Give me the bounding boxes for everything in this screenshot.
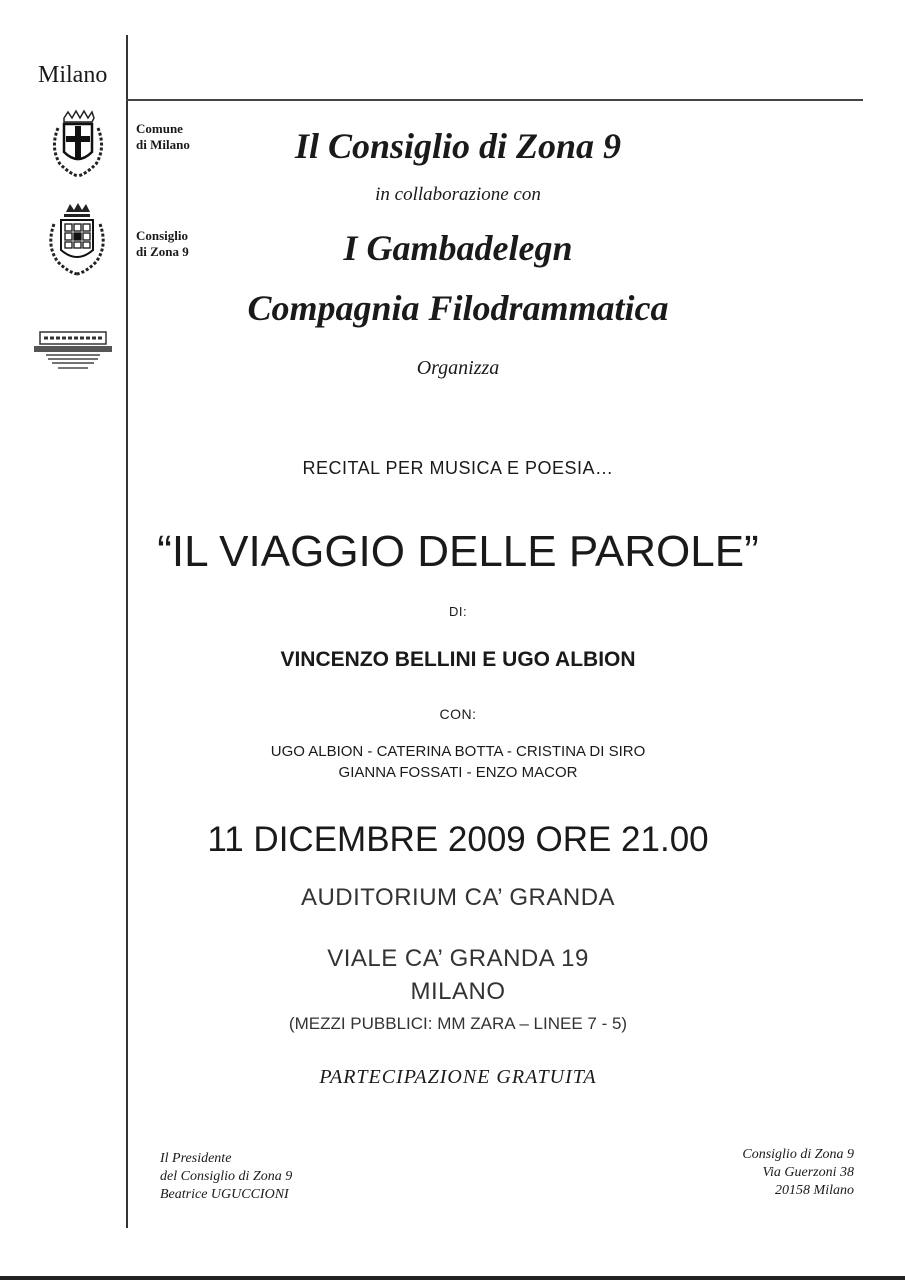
event-type: RECITAL PER MUSICA E POESIA… xyxy=(302,458,614,478)
organizes-text: Organizza xyxy=(416,357,500,379)
event-title: “IL VIAGGIO DELLE PAROLE” xyxy=(157,527,759,576)
address-line-2: MILANO xyxy=(410,978,506,1005)
admission-note: PARTECIPAZIONE GRATUITA xyxy=(319,1066,597,1088)
footer-address xyxy=(640,1146,854,1200)
cast-line-2: GIANNA FOSSATI - ENZO MACOR xyxy=(338,764,578,781)
zona-9-emblem-icon xyxy=(44,198,110,284)
authors: VINCENZO BELLINI E UGO ALBION xyxy=(280,648,636,671)
org-consiglio-line2: di Zona 9 xyxy=(136,244,189,259)
council-title: Il Consiglio di Zona 9 xyxy=(294,126,622,166)
footer-left-line3: Beatrice UGUCCIONI xyxy=(160,1187,289,1202)
page-bottom-edge xyxy=(0,1276,905,1280)
with-label: CON: xyxy=(439,706,477,722)
address-line-1: VIALE CA’ GRANDA 19 xyxy=(327,945,589,972)
city-name: Milano xyxy=(38,62,108,88)
footer-signatory xyxy=(160,1150,292,1204)
footer-right-line3: 20158 Milano xyxy=(775,1183,854,1198)
venue: AUDITORIUM CA’ GRANDA xyxy=(300,884,616,911)
footer-right-line1: Consiglio di Zona 9 xyxy=(742,1147,854,1162)
collaboration-text: in collaborazione con xyxy=(375,184,541,205)
by-label: DI: xyxy=(448,604,468,619)
milano-coat-of-arms-icon xyxy=(48,108,108,184)
theatre-company-logo-icon xyxy=(30,328,116,372)
footer-left-line2: del Consiglio di Zona 9 xyxy=(160,1169,293,1184)
footer-right-line2: Via Guerzoni 38 xyxy=(762,1165,854,1180)
event-datetime: 11 DICEMBRE 2009 ORE 21.00 xyxy=(207,820,709,859)
transport-info: (MEZZI PUBBLICI: MM ZARA – LINEE 7 - 5) xyxy=(288,1014,628,1033)
footer-left-line1: Il Presidente xyxy=(160,1151,232,1166)
vertical-rule xyxy=(126,35,128,1228)
header-rule xyxy=(126,99,863,101)
company-name: I Gambadelegn xyxy=(343,228,573,268)
org-comune-line1: Comune xyxy=(136,121,183,136)
cast-line-1: UGO ALBION - CATERINA BOTTA - CRISTINA DI SIRO xyxy=(270,743,646,760)
org-comune-line2: di Milano xyxy=(136,137,190,152)
company-type: Compagnia Filodrammatica xyxy=(247,288,669,328)
org-consiglio-line1: Consiglio xyxy=(136,228,189,243)
